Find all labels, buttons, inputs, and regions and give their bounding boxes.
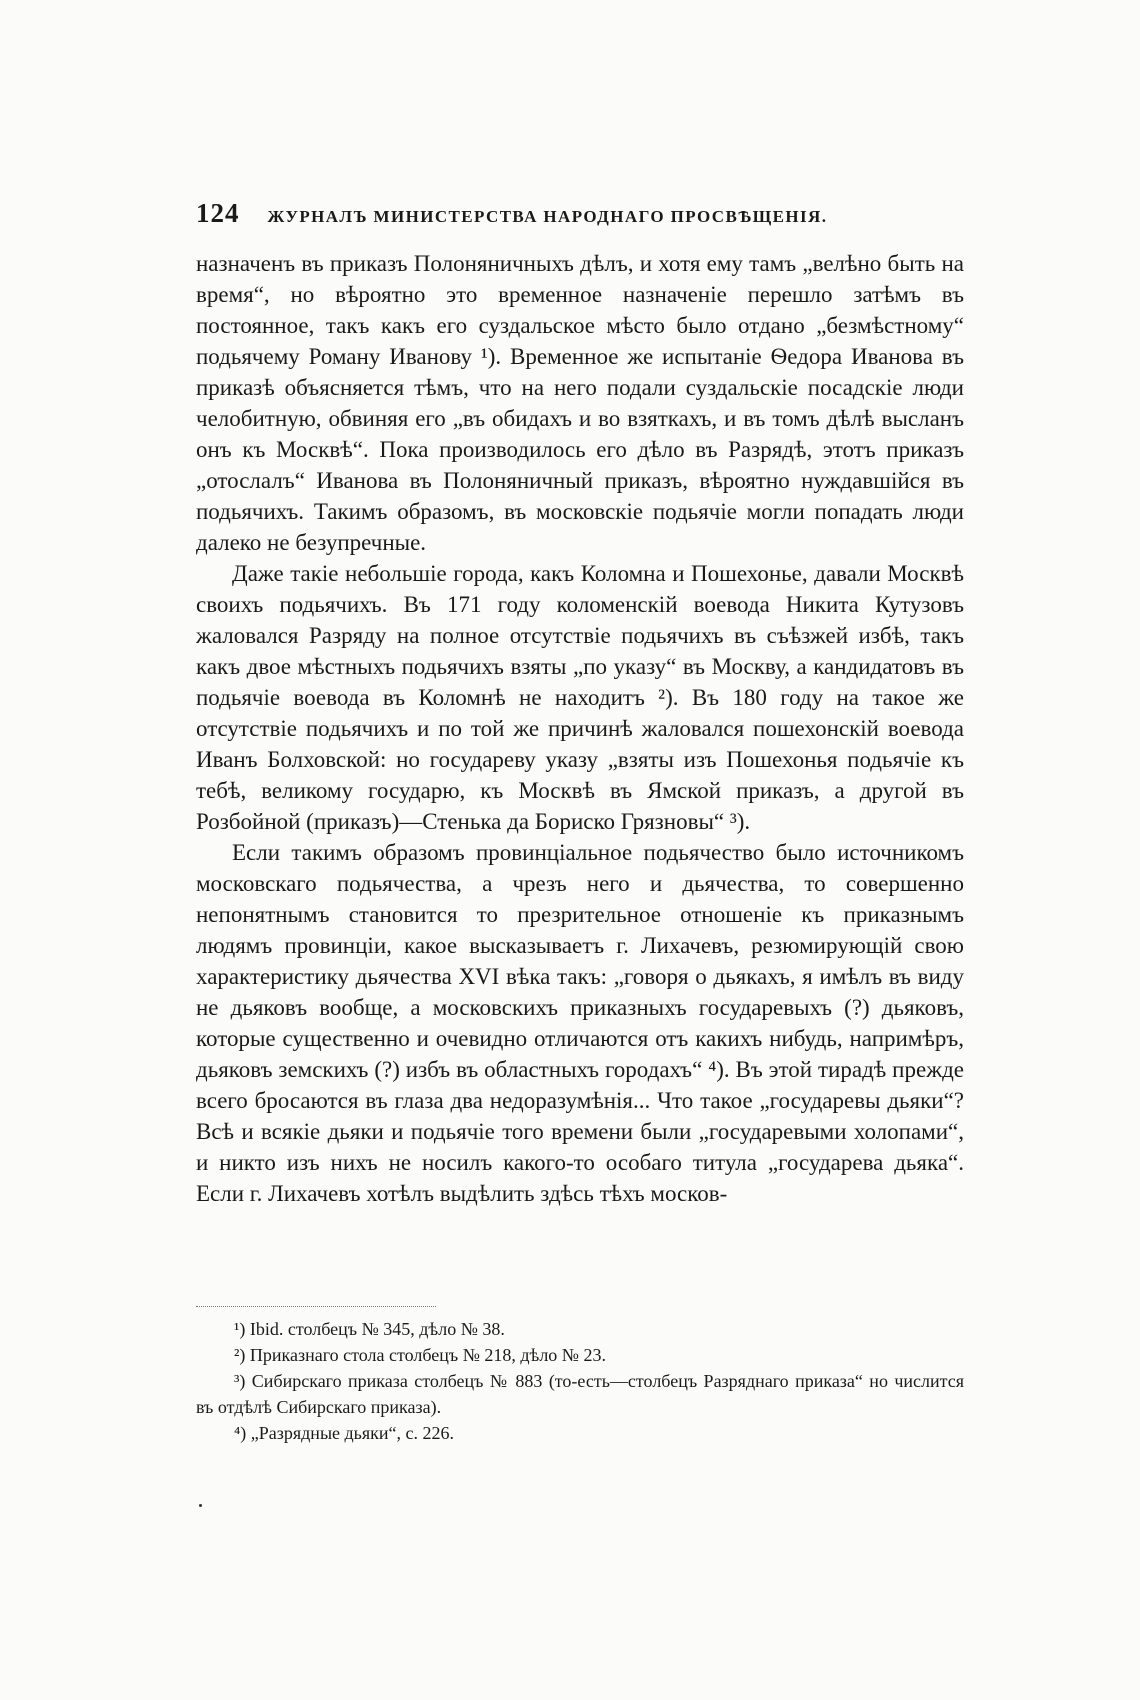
paragraph: Если такимъ образомъ провинціальное подьячество было источникомъ московскаго подьячества, а чрезъ него и дьячества, то совершенно непонятнымъ становится то презрительное отношеніе къ приказнымъ людямъ провинціи, какое высказываетъ г. Лихачевъ, резюмирующій свою характеристику дьячества XVI вѣка такъ: „говоря о дьякахъ, я имѣлъ въ виду не дьяковъ вообще, а московскихъ приказныхъ государевыхъ (?) дьяковъ, которые существенно и очевидно отличаются отъ какихъ нибудь, напримѣръ, дьяковъ земскихъ (?) избъ въ областныхъ городахъ“ ⁴). Въ этой тирадѣ прежде всего бросаются въ глаза два недоразумѣнія... Что такое „государевы дьяки“? Всѣ и всякіе дьяки и подьячіе того времени были „государевыми холопами“, и никто изъ нихъ не носилъ какого-то особаго титула „государева дьяка“. Если г. Лихачевъ хотѣлъ выдѣлить здѣсь тѣхъ москов- [196, 840, 964, 1206]
footnote: ⁴) „Разрядные дьяки“, с. 226. [234, 1423, 455, 1443]
scan-speck [199, 1504, 202, 1507]
footnote: ¹) Ibid. столбецъ № 345, дѣло № 38. [234, 1319, 505, 1339]
page-number: 124 [196, 198, 240, 228]
footnotes [196, 1316, 964, 1446]
journal-title: ЖУРНАЛЪ МИНИСТЕРСТВА НАРОДНАГО ПРОСВѢЩЕНІЯ. [267, 207, 828, 226]
paragraph: Даже такіе небольшіе города, какъ Коломна и Пошехонье, давали Москвѣ своихъ подьячихъ. Въ 171 году коломенскій воевода Никита Кутузовъ жаловался Разряду на полное отсутствіе подьячихъ въ съѣзжей избѣ, такъ какъ двое мѣстныхъ подьячихъ взяты „по указу“ въ Москву, а кандидатовъ въ подьячіе воевода въ Коломнѣ не находитъ ²). Въ 180 году на такое же отсутствіе подьячихъ и по той же причинѣ жаловался пошехонскій воевода Иванъ Болховской: но государеву указу „взяты изъ Пошехонья подьячіе къ тебѣ, великому государю, къ Москвѣ въ Ямской приказъ, а другой въ Розбойной (приказъ)—Стенька да Бориско Грязновы“ ³). [196, 561, 964, 834]
footnote: ²) Приказнаго стола столбецъ № 218, дѣло № 23. [234, 1345, 606, 1365]
paragraph: назначенъ въ приказъ Полоняничныхъ дѣлъ, и хотя ему тамъ „велѣно быть на время“, но вѣроятно это временное назначеніе перешло затѣмъ въ постоянное, такъ какъ его суздальское мѣсто было отдано „безмѣстному“ подьячему Роману Иванову ¹). Временное же испытаніе Ѳедора Иванова въ приказѣ объясняется тѣмъ, что на него подали суздальскіе посадскіе люди челобитную, обвиняя его „въ обидахъ и во взяткахъ, и въ томъ дѣлѣ высланъ онъ къ Москвѣ“. Пока производилось его дѣло въ Разрядѣ, этотъ приказъ „отослалъ“ Иванова въ Полоняничный приказъ, вѣроятно нуждавшійся въ подьячихъ. Такимъ образомъ, въ московскіе подьячіе могли попадать люди далеко не безупречные. [196, 251, 964, 555]
footnote-divider [196, 1306, 436, 1307]
main-text [196, 248, 964, 1209]
running-head [196, 198, 966, 229]
footnote: ³) Сибирскаго приказа столбецъ № 883 (то-есть—столбецъ Разряднаго приказа“ но числится въ отдѣлѣ Сибирскаго приказа). [196, 1371, 964, 1417]
